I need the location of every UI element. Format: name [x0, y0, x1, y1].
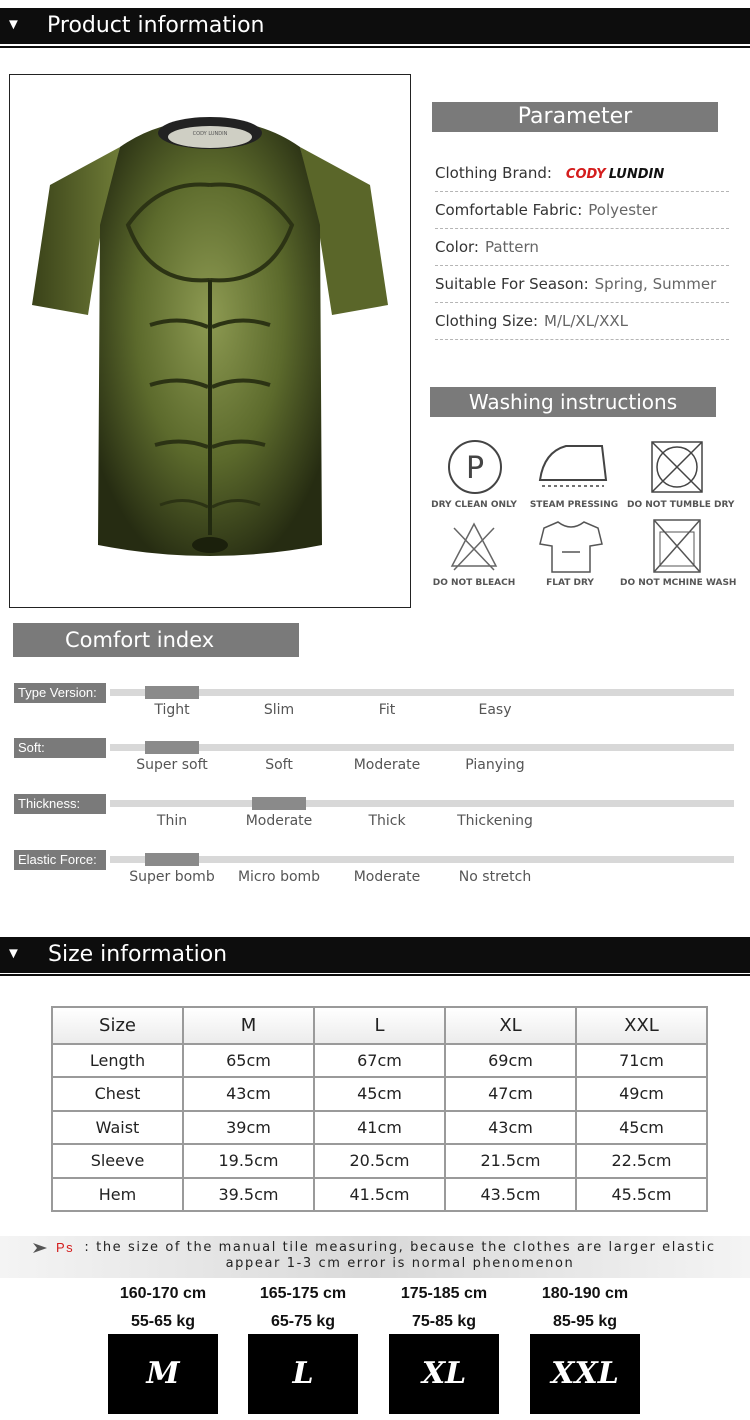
- dry-clean-p-icon: [446, 438, 504, 496]
- size-table-cell: 47cm: [445, 1077, 576, 1110]
- size-tile: L: [248, 1334, 358, 1414]
- size-table-cell: Sleeve: [52, 1144, 183, 1177]
- size-guide-height: 160-170 cm: [119, 1285, 207, 1302]
- size-table-cell: XXL: [576, 1007, 707, 1044]
- size-tile: XL: [389, 1334, 499, 1414]
- size-guide-weight: 65-75 kg: [270, 1313, 336, 1330]
- size-table-cell: 45cm: [314, 1077, 445, 1110]
- note-ps: Ps: [56, 1240, 75, 1255]
- no-machine-wash-icon: [652, 518, 702, 574]
- comfort-selected-marker: [145, 686, 199, 699]
- no-bleach-icon: [448, 520, 500, 572]
- season-label: Suitable For Season:: [435, 275, 589, 293]
- comfort-option: Easy: [478, 702, 512, 718]
- size-table-cell: Waist: [52, 1111, 183, 1144]
- flat-dry-icon: [538, 518, 604, 574]
- size-table-cell: M: [183, 1007, 314, 1044]
- size-guide-weight: 55-65 kg: [130, 1313, 196, 1330]
- comfort-selected-marker: [145, 741, 199, 754]
- triangle-down-icon: ▼: [6, 945, 21, 962]
- size-table-cell: 22.5cm: [576, 1144, 707, 1177]
- size-table-row: [52, 1077, 707, 1110]
- brand-label: Clothing Brand:: [435, 164, 552, 182]
- size-value: M/L/XL/XXL: [544, 312, 629, 330]
- size-table-cell: 49cm: [576, 1077, 707, 1110]
- size-table-row: [52, 1111, 707, 1144]
- comfort-row-label: Thickness:: [14, 794, 106, 814]
- comfort-row-label: Soft:: [14, 738, 106, 758]
- param-fabric: [435, 201, 729, 229]
- size-table-cell: 69cm: [445, 1044, 576, 1077]
- size-table-cell: 19.5cm: [183, 1144, 314, 1177]
- wash-label-dry-clean: DRY CLEAN ONLY: [431, 500, 517, 510]
- comfort-track: [110, 856, 734, 863]
- size-table-cell: 65cm: [183, 1044, 314, 1077]
- size-guide-weight: 85-95 kg: [552, 1313, 618, 1330]
- fabric-label: Comfortable Fabric:: [435, 201, 583, 219]
- season-value: Spring, Summer: [594, 275, 717, 293]
- size-table-row: [52, 1144, 707, 1177]
- comfort-option: Slim: [263, 702, 295, 718]
- comfort-option: Soft: [265, 757, 293, 773]
- comfort-option: Moderate: [353, 869, 421, 885]
- section-title: Product information: [47, 13, 265, 38]
- product-information-header: [0, 8, 750, 44]
- size-table-cell: 39.5cm: [183, 1178, 314, 1211]
- size-table: [51, 1006, 708, 1212]
- comfort-selected-marker: [145, 853, 199, 866]
- wash-label-no-bleach: DO NOT BLEACH: [432, 578, 516, 588]
- size-table-cell: 41.5cm: [314, 1178, 445, 1211]
- size-guide-weight: 75-85 kg: [411, 1313, 477, 1330]
- brand-value-cody: CODY: [565, 167, 606, 182]
- size-table-header-row: [52, 1007, 707, 1044]
- brand-value-lundin: LUNDIN: [608, 167, 665, 182]
- wash-label-no-machine-wash: DO NOT MCHINE WASH: [620, 578, 737, 588]
- comfort-track: [110, 689, 734, 696]
- note-text-content: : the size of the manual tile measuring, because the clothes are larger elastic appear 1-3 cm error is normal phenomenon: [84, 1240, 716, 1271]
- measurement-note: [0, 1236, 750, 1278]
- washing-title: Washing instructions: [430, 387, 716, 417]
- size-information-header: [0, 937, 750, 973]
- comfort-option: Thickening: [457, 813, 533, 829]
- param-size: [435, 312, 729, 340]
- comfort-option: Fit: [378, 702, 396, 718]
- size-table-cell: L: [314, 1007, 445, 1044]
- size-table-cell: 45.5cm: [576, 1178, 707, 1211]
- size-table-row: [52, 1044, 707, 1077]
- comfort-option: Micro bomb: [237, 869, 321, 885]
- comfort-option: Moderate: [353, 757, 421, 773]
- color-label: Color:: [435, 238, 479, 256]
- size-guide-height: 165-175 cm: [259, 1285, 347, 1302]
- wash-label-flat-dry: FLAT DRY: [546, 578, 594, 588]
- size-label: Clothing Size:: [435, 312, 539, 330]
- size-table-cell: Length: [52, 1044, 183, 1077]
- size-table-cell: Hem: [52, 1178, 183, 1211]
- size-table-cell: Chest: [52, 1077, 183, 1110]
- size-table-row: [52, 1178, 707, 1211]
- size-table-cell: 21.5cm: [445, 1144, 576, 1177]
- comfort-option: Super soft: [136, 757, 208, 773]
- comfort-option: Tight: [154, 702, 190, 718]
- header-underline: [0, 46, 750, 48]
- dry-clean-glyph: P: [465, 451, 485, 486]
- section-title: Size information: [48, 942, 228, 967]
- tshirt-image: [10, 75, 410, 607]
- size-table-cell: 43.5cm: [445, 1178, 576, 1211]
- size-table-cell: 45cm: [576, 1111, 707, 1144]
- size-tile: XXL: [530, 1334, 640, 1414]
- size-table-cell: 71cm: [576, 1044, 707, 1077]
- color-value: Pattern: [484, 238, 539, 256]
- comfort-option: Thin: [156, 813, 188, 829]
- size-table-cell: 41cm: [314, 1111, 445, 1144]
- size-table-cell: 43cm: [445, 1111, 576, 1144]
- no-tumble-dry-icon: [650, 440, 704, 494]
- fabric-value: Polyester: [588, 201, 658, 219]
- param-season: [435, 275, 729, 303]
- comfort-row-label: Type Version:: [14, 683, 106, 703]
- size-tile: M: [108, 1334, 218, 1414]
- param-brand: [435, 164, 729, 192]
- size-guide-height: 180-190 cm: [541, 1285, 629, 1302]
- size-table-cell: Size: [52, 1007, 183, 1044]
- size-guide-height: 175-185 cm: [400, 1285, 488, 1302]
- svg-text:CODY LUNDIN: CODY LUNDIN: [192, 131, 228, 137]
- comfort-track: [110, 744, 734, 751]
- product-photo: [9, 74, 411, 608]
- comfort-row-label: Elastic Force:: [14, 850, 106, 870]
- iron-steam-icon: [536, 440, 610, 490]
- arrow-right-icon: [32, 1242, 48, 1254]
- param-color: [435, 238, 729, 266]
- comfort-option: Super bomb: [129, 869, 215, 885]
- size-table-cell: XL: [445, 1007, 576, 1044]
- size-table-cell: 67cm: [314, 1044, 445, 1077]
- header-underline: [0, 974, 750, 976]
- size-table-cell: 39cm: [183, 1111, 314, 1144]
- comfort-option: Pianying: [465, 757, 525, 773]
- wash-label-steam: STEAM PRESSING: [529, 500, 619, 510]
- triangle-down-icon: ▼: [6, 16, 21, 33]
- comfort-track: [110, 800, 734, 807]
- comfort-option: Moderate: [245, 813, 313, 829]
- comfort-selected-marker: [252, 797, 306, 810]
- parameter-title: Parameter: [432, 102, 718, 132]
- note-text: [80, 1240, 720, 1272]
- comfort-option: Thick: [368, 813, 406, 829]
- size-table-cell: 20.5cm: [314, 1144, 445, 1177]
- wash-label-no-tumble: DO NOT TUMBLE DRY: [627, 500, 735, 510]
- comfort-option: No stretch: [458, 869, 532, 885]
- comfort-index-title: Comfort index: [13, 623, 299, 657]
- size-table-cell: 43cm: [183, 1077, 314, 1110]
